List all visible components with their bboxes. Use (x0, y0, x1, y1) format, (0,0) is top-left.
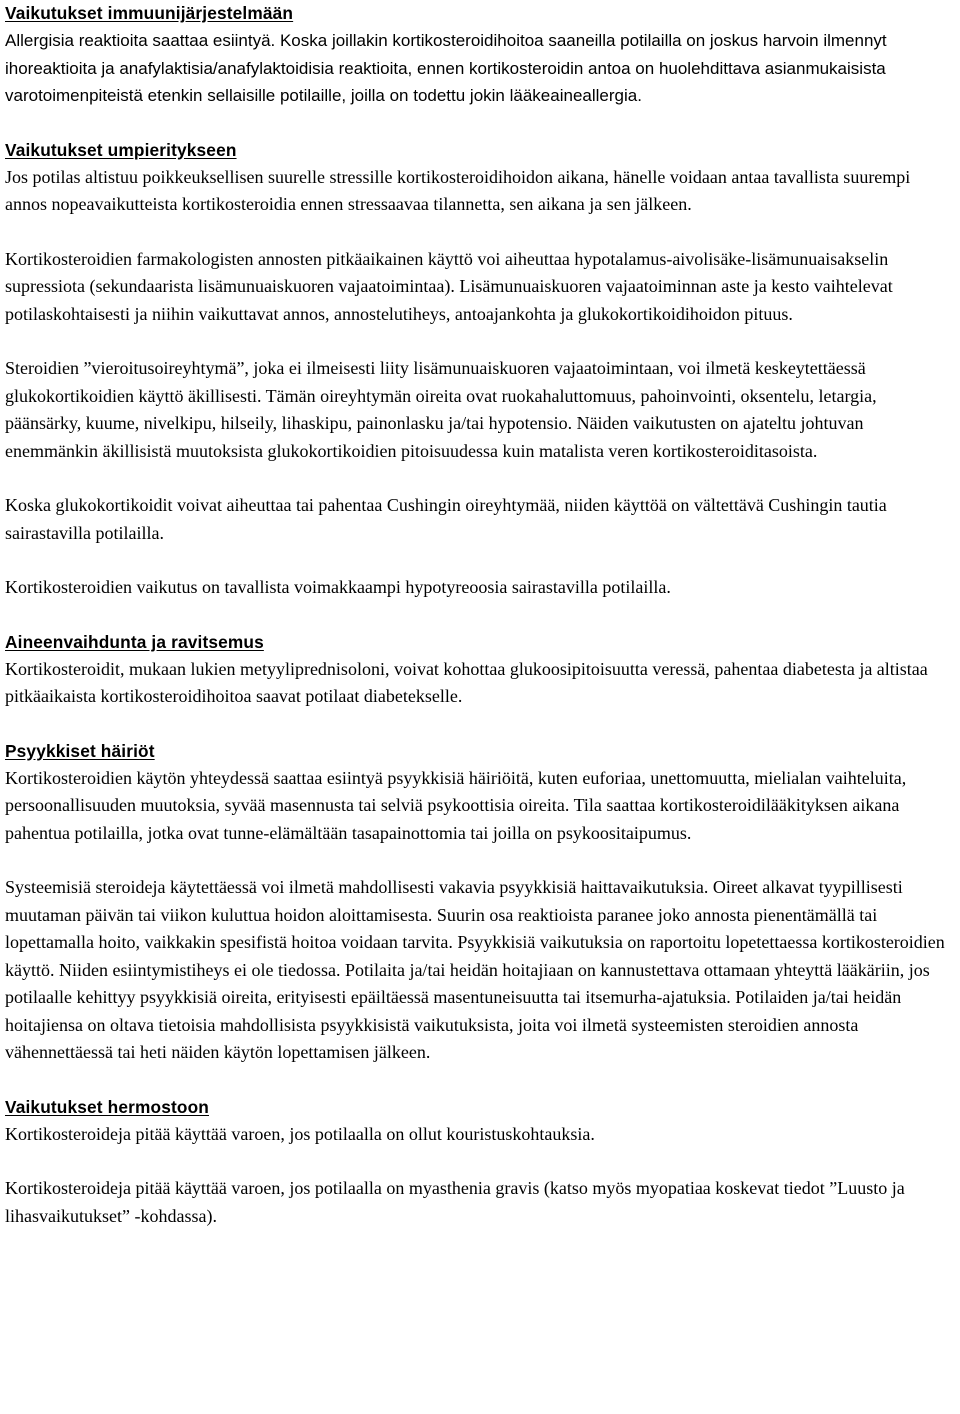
paragraph: Kortikosteroideja pitää käyttää varoen, jos potilaalla on myasthenia gravis (katso myös myopatiaa koskevat tiedot ”Luusto ja lihasvaikutukset” -kohdassa). (5, 1178, 905, 1226)
paragraph: Steroidien ”vieroitusoireyhtymä”, joka ei ilmeisesti liity lisämunuaiskuoren vajaatoimintaan, voi ilmetä keskeytettäessä glukokortikoidien käyttö äkillisesti. Tämän oireyhtymän oireita ovat ruokahaluttomuus, pahoinvointi, oksentelu, letargia, päänsärky, kuume, nivelkipu, hilseily, lihaskipu, painonlasku ja/tai hypotensio. Näiden vaikutusten on ajateltu johtuvan enemmänkin äkillisistä muutoksista glukokortikoidien pitoisuudessa kuin matalista veren kortikosteroiditasoista. (5, 358, 877, 461)
section-endocrine (5, 137, 960, 602)
section-heading: Vaikutukset hermostoon (5, 1096, 209, 1117)
spacer (5, 328, 960, 355)
spacer (5, 547, 960, 574)
section-heading: Vaikutukset umpieritykseen (5, 139, 237, 160)
section-immune-system (5, 0, 960, 110)
paragraph: Kortikosteroideja pitää käyttää varoen, jos potilaalla on ollut kouristuskohtauksia. (5, 1123, 595, 1144)
spacer (5, 219, 960, 246)
spacer (5, 1067, 960, 1094)
spacer (5, 602, 960, 629)
spacer (5, 847, 960, 874)
section-psychiatric-disorders (5, 738, 960, 1067)
spacer (5, 711, 960, 738)
paragraph: Jos potilas altistuu poikkeuksellisen suurelle stressille kortikosteroidihoidon aikana, hänelle voidaan antaa tavallista suurempi annos nopeavaikutteista kortikosteroidia ennen stressaavaa tilannetta, sen aikana ja sen jälkeen. (5, 166, 911, 214)
section-metabolism-nutrition (5, 629, 960, 711)
section-heading: Psyykkiset häiriöt (5, 740, 155, 761)
spacer (5, 465, 960, 492)
paragraph: Kortikosteroidien vaikutus on tavallista voimakkaampi hypotyreoosia sairastavilla potilailla. (5, 577, 671, 597)
paragraph: Kortikosteroidit, mukaan lukien metyyliprednisoloni, voivat kohottaa glukoosipitoisuutta veressä, pahentaa diabetesta ja altistaa pitkäaikaista kortikosteroidihoitoa saavat potilaat diabetekselle. (5, 658, 928, 706)
section-heading: Aineenvaihdunta ja ravitsemus (5, 631, 264, 652)
paragraph: Koska glukokortikoidit voivat aiheuttaa tai pahentaa Cushingin oireyhtymää, niiden käyttöä on vältettävä Cushingin tautia sairastavilla potilailla. (5, 495, 887, 543)
paragraph: Kortikosteroidien käytön yhteydessä saattaa esiintyä psyykkisiä häiriöitä, kuten euforiaa, unettomuutta, mielialan vaihteluita, persoonallisuuden muutoksia, syvää masennusta tai selviä psykoottisia oireita. Tila saattaa kortikosteroidilääkityksen aikana pahentua potilailla, jotka ovat tunne-elämältään tasapainottomia tai joilla on psykoositaipumus. (5, 767, 907, 843)
spacer (5, 1148, 960, 1175)
spacer (5, 110, 960, 137)
paragraph: Kortikosteroidien farmakologisten annosten pitkäaikainen käyttö voi aiheuttaa hypotalamus-aivolisäke-lisämunuaisakselin supressiota (sekundaarista lisämunuaiskuoren vajaatoimintaa). Lisämunuaiskuoren vajaatoiminnan aste ja kesto vaihtelevat potilaskohtaisesti ja niihin vaikuttavat annos, annostelutiheys, antoajankohta ja glukokortikoidihoidon pituus. (5, 248, 893, 324)
section-heading: Vaikutukset immuunijärjestelmään (5, 3, 294, 23)
paragraph: Systeemisiä steroideja käytettäessä voi ilmetä mahdollisesti vakavia psyykkisiä haittavaikutuksia. Oireet alkavat tyypillisesti muutaman päivän tai viikon kuluttua hoidon aloittamisesta. Suurin osa reaktioista paranee joko annosta pienentämällä tai lopettamalla hoito, vaikkakin spesifistä hoitoa voidaan tarvita. Psyykkisiä vaikutuksia on raportoitu lopetettaessa kortikosteroidien käyttö. Niiden esiintymistiheys ei ole tiedossa. Potilaita ja/tai heidän hoitajiaan on kannustettava ottamaan yhteyttä lääkäriin, jos potilaalle kehittyy psyykkisiä oireita, erityisesti epäiltäessä masentuneisuutta tai itsemurha-ajatuksia. Potilaiden ja/tai heidän hoitajiensa on oltava tietoisia mahdollisista psyykkisistä vaikutuksista, joita voi ilmetä systeemisten steroidien annosta vähennettäessä tai heti näiden käytön lopettamisen jälkeen. (5, 877, 945, 1062)
section-nervous-system (5, 1094, 960, 1231)
paragraph: Allergisia reaktioita saattaa esiintyä. Koska joillakin kortikosteroidihoitoa saaneilla potilailla on joskus harvoin ilmennyt ihoreaktioita ja anafylaktisia/anafylaktoidisia reaktioita, ennen kortikosteroidin antoa on huolehdittava asianmukaisista varotoimenpiteistä etenkin sellaisille potilaille, joilla on todettu jokin lääkeaineallergia. (5, 31, 887, 105)
